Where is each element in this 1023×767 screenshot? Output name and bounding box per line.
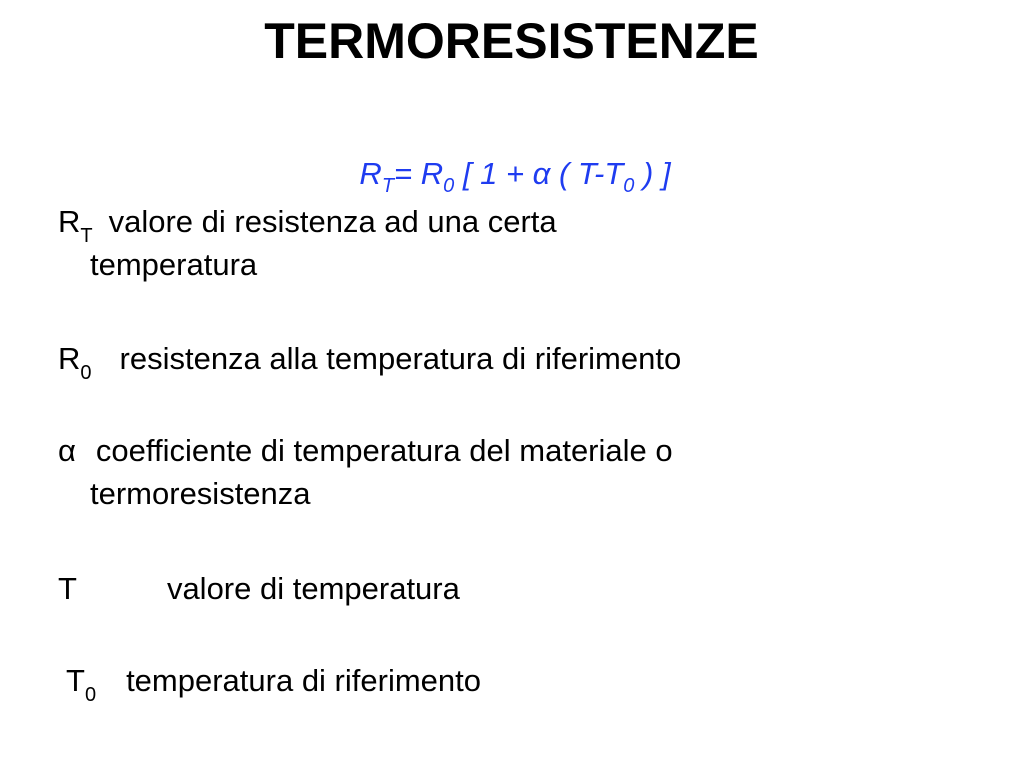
formula-equals-r: = R	[394, 156, 444, 191]
definition-symbol: $R_T$	[58, 204, 93, 247]
definition-continuation: termoresistenza	[90, 476, 311, 511]
definition-t0	[66, 659, 966, 706]
definition-rt	[58, 200, 958, 286]
formula	[0, 155, 1023, 197]
definition-alpha	[58, 429, 958, 515]
definition-symbol: T	[58, 571, 77, 606]
formula-bracket-expression: [ 1 + α ( T-T	[462, 156, 624, 191]
definition-continuation: temperatura	[90, 247, 258, 282]
definition-t	[58, 567, 958, 610]
definition-symbol: $R_0$	[58, 341, 92, 384]
definition-description: valore di temperatura	[166, 571, 460, 606]
definition-description: valore di resistenza ad una certa	[108, 204, 557, 239]
formula-t0-subscript: 0	[623, 175, 635, 197]
definition-symbol: $T_0$	[66, 663, 97, 706]
definition-r0	[58, 337, 958, 384]
formula-r0-subscript: 0	[443, 175, 455, 197]
definition-symbol: α	[58, 433, 76, 468]
definition-description: resistenza alla temperatura di riferimento	[119, 341, 682, 376]
formula-lhs: R	[359, 156, 382, 191]
formula-closing: ) ]	[643, 156, 671, 191]
definition-description: temperatura di riferimento	[126, 663, 481, 698]
slide-title: TERMORESISTENZE	[264, 13, 759, 69]
formula-lhs-subscript: T	[381, 175, 395, 197]
definition-description: coefficiente di temperatura del materiale o	[95, 433, 673, 468]
